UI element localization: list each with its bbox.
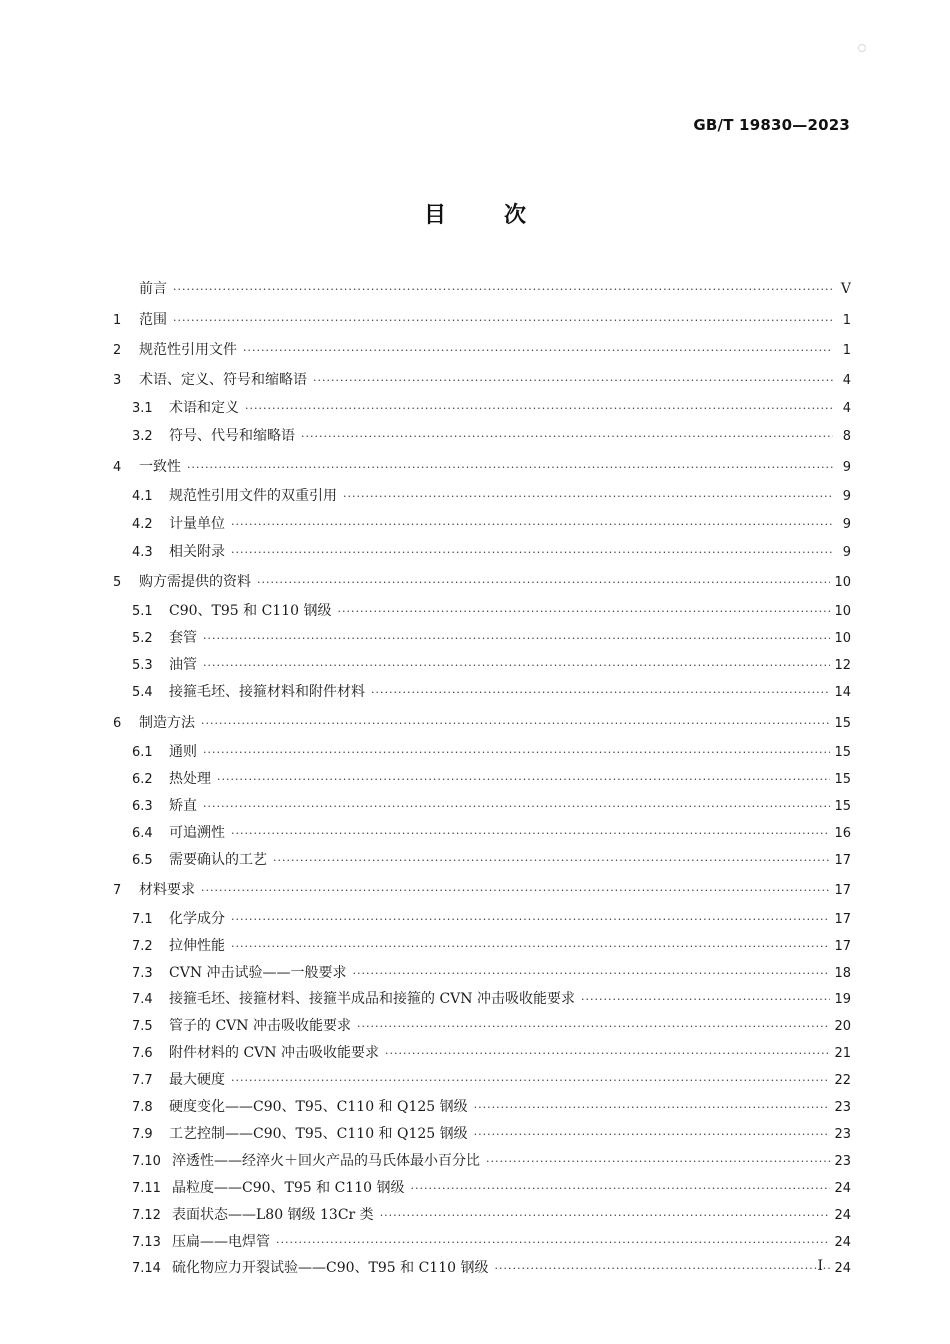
toc-dot-leader xyxy=(273,852,830,870)
toc-entry-page: 24 xyxy=(834,1181,851,1196)
toc-dot-leader xyxy=(201,882,830,900)
toc-entry-title: 规范性引用文件 xyxy=(139,342,237,358)
toc-dot-leader xyxy=(301,428,833,446)
toc-entry-page: 20 xyxy=(834,1019,851,1034)
toc-entry-page: 9 xyxy=(842,545,851,560)
toc-entry-page: 12 xyxy=(834,658,851,673)
toc-entry[interactable] xyxy=(113,1071,851,1090)
toc-dot-leader xyxy=(231,911,830,929)
toc-entry-number: 7.1 xyxy=(132,912,153,927)
toc-title xyxy=(0,198,950,229)
toc-entry-page: 10 xyxy=(834,631,851,646)
toc-entry-title: 一致性 xyxy=(139,459,181,475)
toc-entry-title: 计量单位 xyxy=(169,516,225,532)
toc-entry-page: 17 xyxy=(834,883,851,898)
toc-entry-title: 制造方法 xyxy=(139,715,195,731)
toc-dot-leader xyxy=(187,459,833,477)
toc-entry[interactable] xyxy=(113,280,851,299)
toc-dot-leader xyxy=(371,684,830,702)
toc-entry[interactable] xyxy=(113,683,851,702)
toc-entry-title: 规范性引用文件的双重引用 xyxy=(169,488,337,504)
toc-entry-number: 3.1 xyxy=(132,401,153,416)
toc-entry-title: 需要确认的工艺 xyxy=(169,852,267,868)
toc-entry[interactable] xyxy=(113,602,851,621)
toc-entry[interactable] xyxy=(113,487,851,506)
toc-entry[interactable] xyxy=(113,656,851,675)
toc-entry-number: 6.4 xyxy=(132,826,153,841)
toc-entry-page: 22 xyxy=(834,1073,851,1088)
toc-entry-number: 6.2 xyxy=(132,772,153,787)
toc-entry-page: 24 xyxy=(834,1208,851,1223)
toc-entry[interactable] xyxy=(113,990,851,1009)
toc-entry-number: 6 xyxy=(113,716,122,731)
toc-entry-title: 术语、定义、符号和缩略语 xyxy=(139,372,307,388)
toc-entry-page: 15 xyxy=(834,716,851,731)
toc-entry-title: 油管 xyxy=(169,657,197,673)
toc-entry-title: 购方需提供的资料 xyxy=(139,574,251,590)
toc-dot-leader xyxy=(231,938,830,956)
toc-dot-leader xyxy=(474,1126,831,1144)
toc-entry-page: 4 xyxy=(842,373,851,388)
toc-dot-leader xyxy=(385,1045,830,1063)
toc-dot-leader xyxy=(257,574,830,592)
toc-entry-title: 附件材料的 CVN 冲击吸收能要求 xyxy=(169,1045,379,1061)
toc-entry-page: 24 xyxy=(834,1235,851,1250)
toc-entry-number: 7.12 xyxy=(132,1208,161,1223)
toc-entry-page: 9 xyxy=(842,460,851,475)
toc-dot-leader xyxy=(581,991,830,1009)
toc-entry-page: V xyxy=(840,281,851,297)
toc-entry-title: 相关附录 xyxy=(169,544,225,560)
toc-entry[interactable] xyxy=(113,1206,851,1225)
toc-entry-number: 5.4 xyxy=(132,685,153,700)
toc-entry-page: 4 xyxy=(842,401,851,416)
toc-dot-leader xyxy=(313,372,833,390)
toc-entry-number: 7.5 xyxy=(132,1019,153,1034)
toc-entry-number: 2 xyxy=(113,343,122,358)
toc-entry-title: 表面状态——L80 钢级 13Cr 类 xyxy=(172,1207,374,1223)
toc-entry-number: 7 xyxy=(113,883,122,898)
toc-entry[interactable] xyxy=(113,851,851,870)
toc-entry-number: 7.13 xyxy=(132,1235,161,1250)
toc-entry-page: 9 xyxy=(842,517,851,532)
toc-dot-leader xyxy=(245,400,833,418)
toc-entry-page: 8 xyxy=(842,429,851,444)
toc-entry[interactable] xyxy=(113,1179,851,1198)
toc-entry-number: 4.3 xyxy=(132,545,153,560)
toc-entry-page: 17 xyxy=(834,853,851,868)
toc-entry-page: 23 xyxy=(834,1127,851,1142)
toc-entry-page: 17 xyxy=(834,939,851,954)
toc-dot-leader xyxy=(353,965,831,983)
toc-entry-page: 10 xyxy=(834,575,851,590)
toc-entry[interactable] xyxy=(113,881,851,900)
toc-dot-leader xyxy=(276,1234,830,1252)
toc-dot-leader xyxy=(486,1153,830,1171)
scan-artifact-mark xyxy=(858,44,866,52)
toc-entry-number: 6.5 xyxy=(132,853,153,868)
toc-entry-number: 5 xyxy=(113,575,122,590)
toc-entry-page: 9 xyxy=(842,489,851,504)
toc-entry-number: 4.1 xyxy=(132,489,153,504)
toc-entry-page: 15 xyxy=(834,745,851,760)
toc-entry[interactable] xyxy=(113,1098,851,1117)
toc-entry-title: 拉伸性能 xyxy=(169,938,225,954)
toc-entry-title: 压扁——电焊管 xyxy=(172,1234,270,1250)
toc-entry-number: 6.3 xyxy=(132,799,153,814)
toc-title-char-1: 目 xyxy=(423,203,446,228)
standard-code: GB/T 19830—2023 xyxy=(693,116,850,134)
toc-entry-title: 术语和定义 xyxy=(169,400,239,416)
toc-entry[interactable] xyxy=(113,629,851,648)
toc-entry-page: 15 xyxy=(834,799,851,814)
toc-entry-title: CVN 冲击试验——一般要求 xyxy=(169,965,347,981)
toc-entry[interactable] xyxy=(113,1233,851,1252)
toc-dot-leader xyxy=(343,488,833,506)
toc-entry-number: 3.2 xyxy=(132,429,153,444)
toc-entry-title: 管子的 CVN 冲击吸收能要求 xyxy=(169,1018,351,1034)
toc-entry-title: 通则 xyxy=(169,744,197,760)
toc-entry-title: 符号、代号和缩略语 xyxy=(169,428,295,444)
toc-entry-number: 7.9 xyxy=(132,1127,153,1142)
toc-entry[interactable] xyxy=(113,427,851,446)
toc-entry-number: 7.2 xyxy=(132,939,153,954)
toc-entry-number: 4 xyxy=(113,460,122,475)
toc-entry-number: 3 xyxy=(113,373,122,388)
toc-entry-page: 14 xyxy=(834,685,851,700)
toc-dot-leader xyxy=(357,1018,830,1036)
toc-entry-page: 1 xyxy=(842,313,851,328)
toc-entry[interactable] xyxy=(113,1259,851,1278)
toc-entry[interactable] xyxy=(113,1017,851,1036)
toc-entry-number: 7.7 xyxy=(132,1073,153,1088)
toc-entry-title: 淬透性——经淬火＋回火产品的马氏体最小百分比 xyxy=(172,1153,480,1169)
page-folio: I xyxy=(817,1258,823,1274)
toc-entry-page: 23 xyxy=(834,1154,851,1169)
toc-dot-leader xyxy=(474,1099,831,1117)
toc-entry[interactable] xyxy=(113,1125,851,1144)
toc-entry-number: 6.1 xyxy=(132,745,153,760)
toc-dot-leader xyxy=(243,342,833,360)
toc-entry-title: 接箍毛坯、接箍材料和附件材料 xyxy=(169,684,365,700)
toc-entry[interactable] xyxy=(113,964,851,983)
toc-dot-leader xyxy=(203,798,830,816)
toc-entry-number: 5.2 xyxy=(132,631,153,646)
toc-entry[interactable] xyxy=(113,515,851,534)
toc-entry[interactable] xyxy=(113,573,851,592)
toc-dot-leader xyxy=(173,281,833,299)
toc-entry-page: 18 xyxy=(834,966,851,981)
toc-entry[interactable] xyxy=(113,770,851,789)
toc-dot-leader xyxy=(231,516,833,534)
toc-entry-number: 5.3 xyxy=(132,658,153,673)
toc-entry-number: 4.2 xyxy=(132,517,153,532)
toc-entry-number: 7.3 xyxy=(132,966,153,981)
toc-dot-leader xyxy=(173,312,833,330)
toc-entry-number: 5.1 xyxy=(132,604,153,619)
toc-dot-leader xyxy=(201,715,830,733)
toc-entry-title: 范围 xyxy=(139,312,167,328)
toc-dot-leader xyxy=(217,771,830,789)
toc-entry-page: 19 xyxy=(834,992,851,1007)
toc-entry[interactable] xyxy=(113,743,851,762)
toc-entry[interactable] xyxy=(113,910,851,929)
toc-entry-title: 矫直 xyxy=(169,798,197,814)
toc-entry[interactable] xyxy=(113,399,851,418)
toc-entry-title: 硫化物应力开裂试验——C90、T95 和 C110 钢级 xyxy=(172,1260,489,1276)
toc-dot-leader xyxy=(231,1072,830,1090)
toc-entry[interactable] xyxy=(113,458,851,477)
toc-dot-leader xyxy=(231,544,833,562)
toc-entry-title: 前言 xyxy=(139,281,167,297)
table-of-contents xyxy=(113,280,851,1278)
toc-entry-page: 16 xyxy=(834,826,851,841)
toc-entry-page: 24 xyxy=(834,1261,851,1276)
toc-entry-number: 1 xyxy=(113,313,122,328)
toc-entry[interactable] xyxy=(113,1152,851,1171)
toc-entry-page: 23 xyxy=(834,1100,851,1115)
toc-dot-leader xyxy=(231,825,830,843)
toc-dot-leader xyxy=(203,657,830,675)
toc-entry[interactable] xyxy=(113,797,851,816)
toc-entry[interactable] xyxy=(113,714,851,733)
toc-entry-number: 7.6 xyxy=(132,1046,153,1061)
toc-dot-leader xyxy=(203,744,830,762)
toc-dot-leader xyxy=(494,1260,830,1278)
toc-entry-number: 7.4 xyxy=(132,992,153,1007)
toc-dot-leader xyxy=(380,1207,831,1225)
toc-entry-page: 21 xyxy=(834,1046,851,1061)
toc-dot-leader xyxy=(203,630,830,648)
toc-entry-number: 7.10 xyxy=(132,1154,161,1169)
toc-entry[interactable] xyxy=(113,937,851,956)
toc-entry-title: 热处理 xyxy=(169,771,211,787)
toc-entry-title: 材料要求 xyxy=(139,882,195,898)
toc-entry-title: 最大硬度 xyxy=(169,1072,225,1088)
toc-entry-title: C90、T95 和 C110 钢级 xyxy=(169,603,332,619)
toc-entry[interactable] xyxy=(113,371,851,390)
toc-entry[interactable] xyxy=(113,543,851,562)
toc-entry[interactable] xyxy=(113,341,851,360)
toc-entry[interactable] xyxy=(113,1044,851,1063)
toc-entry-title: 可追溯性 xyxy=(169,825,225,841)
toc-entry-title: 化学成分 xyxy=(169,911,225,927)
toc-entry-title: 接箍毛坯、接箍材料、接箍半成品和接箍的 CVN 冲击吸收能要求 xyxy=(169,991,575,1007)
toc-entry-page: 17 xyxy=(834,912,851,927)
toc-entry-page: 15 xyxy=(834,772,851,787)
toc-entry-page: 10 xyxy=(834,604,851,619)
toc-entry-title: 晶粒度——C90、T95 和 C110 钢级 xyxy=(172,1180,405,1196)
toc-entry[interactable] xyxy=(113,311,851,330)
toc-entry-page: 1 xyxy=(842,343,851,358)
toc-entry-number: 7.14 xyxy=(132,1261,161,1276)
toc-entry[interactable] xyxy=(113,824,851,843)
toc-entry-title: 套管 xyxy=(169,630,197,646)
toc-entry-title: 工艺控制——C90、T95、C110 和 Q125 钢级 xyxy=(169,1126,468,1142)
toc-entry-number: 7.8 xyxy=(132,1100,153,1115)
toc-dot-leader xyxy=(410,1180,830,1198)
toc-entry-title: 硬度变化——C90、T95、C110 和 Q125 钢级 xyxy=(169,1099,468,1115)
toc-dot-leader xyxy=(337,603,830,621)
toc-title-char-2: 次 xyxy=(504,203,527,228)
toc-entry-number: 7.11 xyxy=(132,1181,161,1196)
